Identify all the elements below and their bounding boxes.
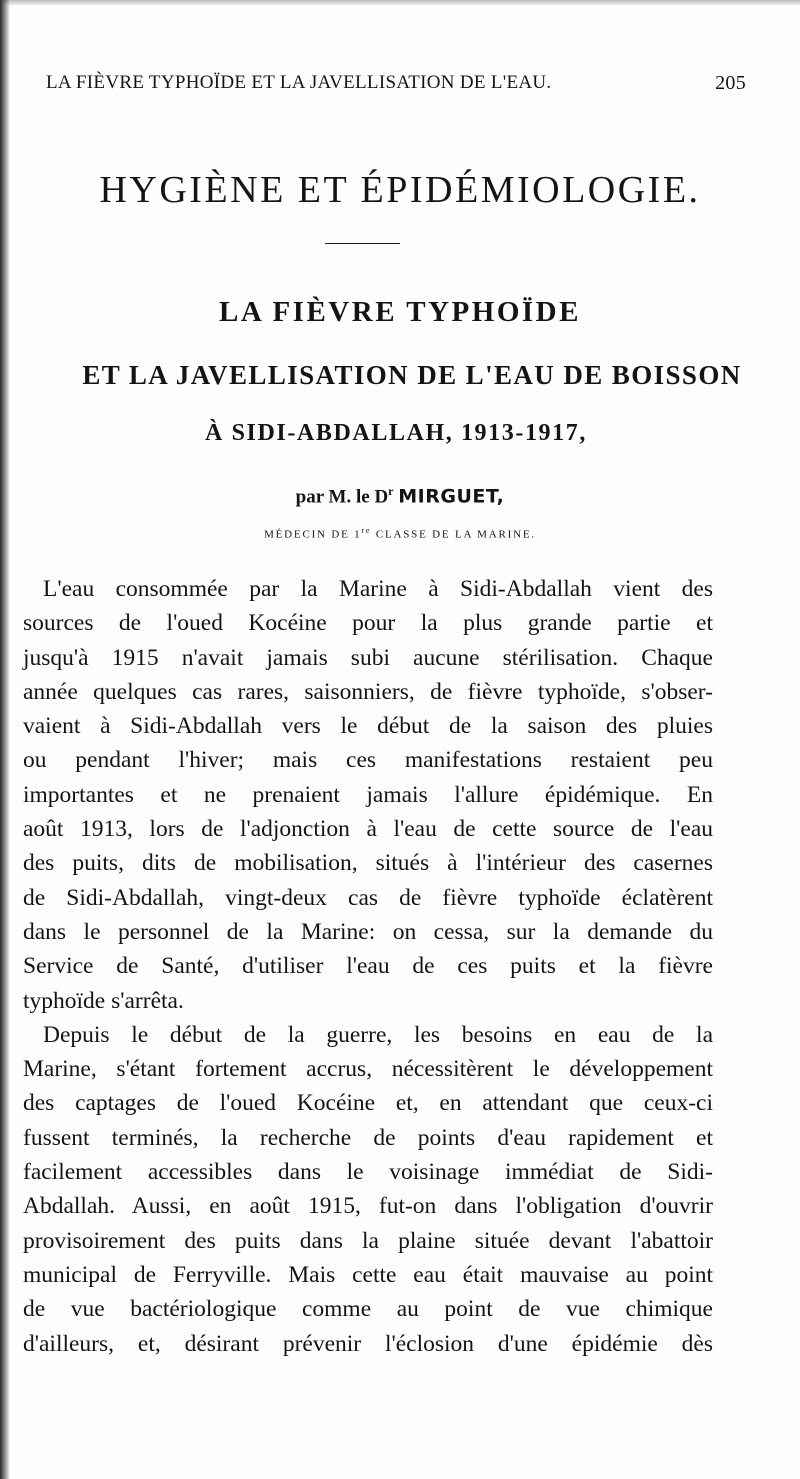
author-affiliation (0, 526, 800, 541)
affiliation-suffix: CLASSE DE LA MARINE. (371, 528, 536, 541)
body-line: d'ailleurs, et, désirant prévenir l'éclosion d'une épidémie dès (23, 1330, 713, 1357)
body-line: de Sidi-Abdallah, vingt-deux cas de fièvre typhoïde éclatèrent (23, 884, 713, 911)
body-line: des captages de l'oued Kocéine et, en attendant que ceux-ci (23, 1090, 713, 1117)
body-line: fussent terminés, la recherche de points d'eau rapidement et (23, 1124, 713, 1151)
body-line: typhoïde s'arrêta. (23, 987, 184, 1014)
body-line: Marine, s'étant fortement accrus, nécessitèrent le développement (23, 1056, 713, 1083)
body-line: vaient à Sidi-Abdallah vers le début de la saison des pluies (23, 713, 713, 740)
body-line: ou pendant l'hiver; mais ces manifestations restaient peu (23, 747, 713, 774)
body-line: de vue bactériologique comme au point de vue chimique (23, 1296, 713, 1323)
byline-sup: r (388, 484, 394, 498)
body-line: dans le personnel de la Marine: on cessa, sur la demande du (23, 918, 713, 945)
body-line: provisoirement des puits dans la plaine située devant l'abattoir (23, 1227, 713, 1254)
body-line: août 1913, lors de l'adjonction à l'eau de cette source de l'eau (23, 816, 713, 843)
byline-prefix: par M. le D (295, 486, 389, 508)
title-divider (325, 243, 400, 244)
byline (0, 484, 800, 508)
body-line: facilement accessibles dans le voisinage immédiat de Sidi- (23, 1159, 713, 1186)
article-title-line-1: LA FIÈVRE TYPHOÏDE (219, 296, 581, 328)
author-name: MIRGUET, (398, 485, 505, 508)
body-line: des puits, dits de mobilisation, situés à l'intérieur des casernes (23, 850, 713, 877)
body-line: municipal de Ferryville. Mais cette eau était mauvaise au point (23, 1261, 713, 1288)
running-head-title: LA FIÈVRE TYPHOÏDE ET LA JAVELLISATION DE L'EAU. (46, 72, 552, 93)
body-line: sources de l'oued Kocéine pour la plus grande partie et (23, 610, 713, 637)
running-head (46, 72, 746, 102)
body-line: Abdallah. Aussi, en août 1915, fut-on dans l'obligation d'ouvrir (23, 1193, 713, 1220)
affiliation-sup: re (361, 526, 372, 535)
article-title-line-2: ET LA JAVELLISATION DE L'EAU DE BOISSON (82, 360, 742, 390)
page-number: 205 (715, 72, 746, 94)
body-line: Depuis le début de la guerre, les besoins en eau de la (43, 1021, 713, 1048)
scan-edge-top (0, 0, 800, 6)
scan-edge-left (0, 0, 10, 1479)
article-title-line-3: À SIDI-ABDALLAH, 1913-1917, (205, 420, 587, 446)
section-title: HYGIÈNE ET ÉPIDÉMIOLOGIE. (99, 169, 701, 211)
body-line: Service de Santé, d'utiliser l'eau de ces puits et la fièvre (23, 953, 713, 980)
body-line: année quelques cas rares, saisonniers, de fièvre typhoïde, s'obser- (23, 678, 713, 705)
body-line: jusqu'à 1915 n'avait jamais subi aucune stérilisation. Chaque (23, 644, 713, 671)
affiliation-prefix: MÉDECIN DE 1 (264, 528, 362, 541)
body-line: importantes et ne prenaient jamais l'allure épidémique. En (23, 781, 713, 808)
body-text (23, 572, 713, 1361)
body-line: L'eau consommée par la Marine à Sidi-Abdallah vient des (43, 576, 713, 602)
